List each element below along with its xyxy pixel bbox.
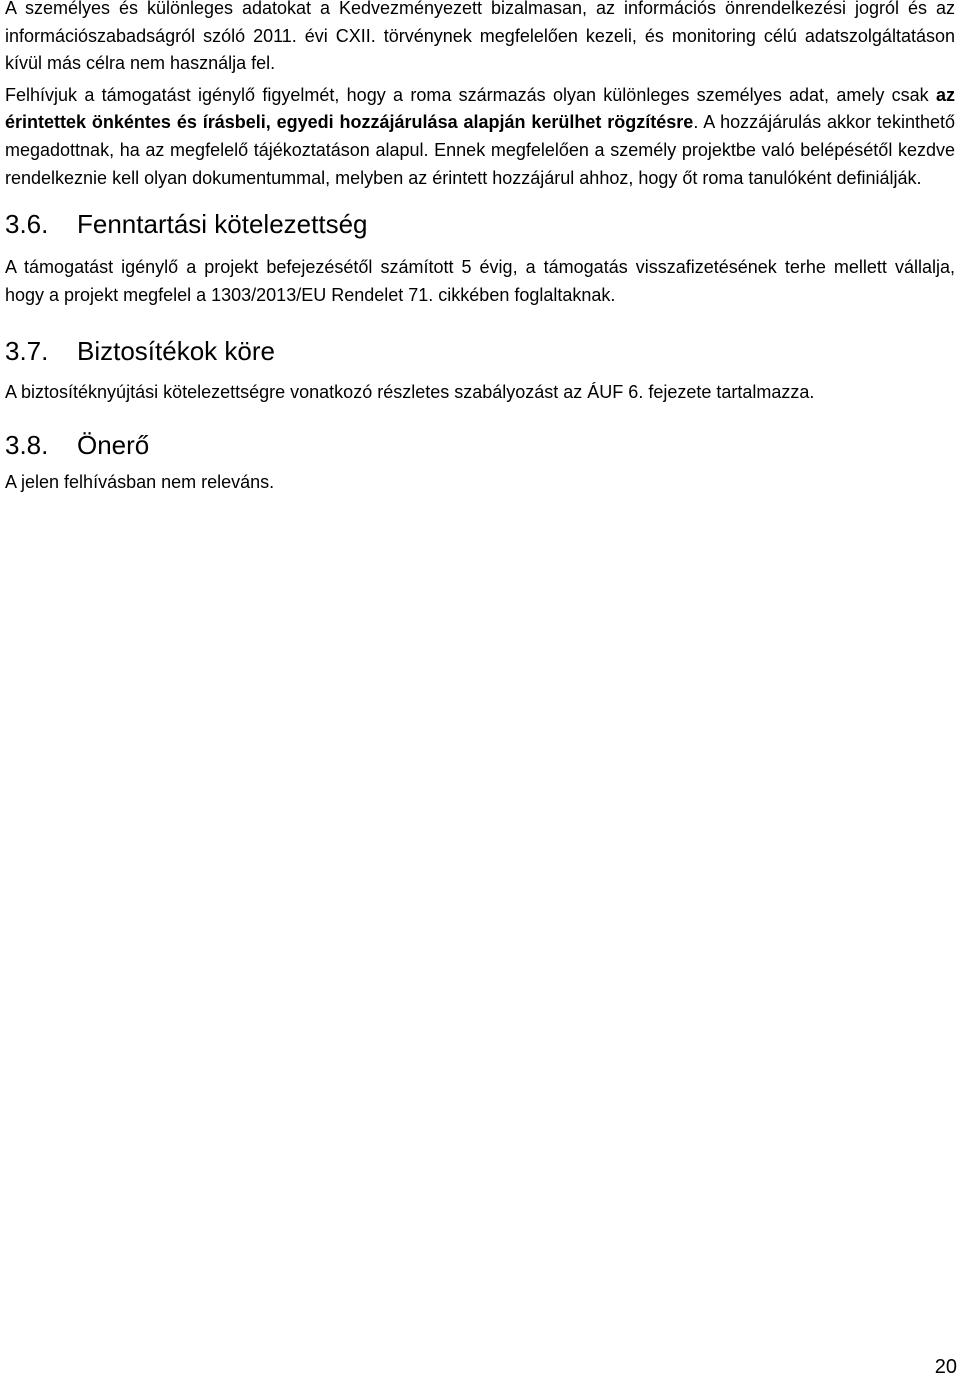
paragraph-roma-origin-start: Felhívjuk a támogatást igénylő figyelmét, hogy a roma származás olyan különleges személyes adat, amely csak: [5, 84, 936, 105]
section-number: 3.7.: [5, 336, 49, 367]
section-heading-3-8: [5, 429, 955, 461]
page-number: 20: [934, 1356, 957, 1378]
section-text-3-7: A biztosítéknyújtási kötelezettségre vonatkozó részletes szabályozást az ÁUF 6. fejezete tartalmazza.: [5, 382, 815, 403]
section-heading-3-7: [5, 335, 955, 367]
section-title: Biztosítékok köre: [77, 336, 275, 367]
document-page: [5, 0, 955, 497]
section-heading-3-6: [5, 208, 955, 240]
section-title: Fenntartási kötelezettség: [77, 209, 368, 240]
paragraph-roma-origin: [5, 82, 955, 192]
paragraph-data-handling: A személyes és különleges adatokat a Kedvezményezett bizalmasan, az információs önrendelkezési jogról és az információszabadságról szóló 2011. évi CXII. törvénynek megfelelően kezeli, és monitoring célú adatszolgáltatáson kívül más célra nem használja fel.: [5, 0, 955, 74]
section-number: 3.8.: [5, 429, 49, 460]
paragraph-roma-origin-bold: az érintettek önkéntes és írásbeli, egyedi hozzájárulása alapján kerülhet rögzítésre: [5, 84, 955, 133]
section-text-3-8: A jelen felhívásban nem releváns.: [5, 471, 275, 492]
section-number: 3.6.: [5, 209, 49, 240]
paragraph-roma-origin-end: . A hozzájárulás akkor tekinthető megadottnak, ha az megfelelő tájékoztatáson alapul. Ennek megfelelően a személy projektbe való belépésétől kezdve rendelkeznie kell olyan dokumentummal, melyben az érintett hozzájárul ahhoz, hogy őt roma tanulóként definiálják.: [5, 112, 955, 188]
section-title: Önerő: [77, 429, 150, 460]
section-text-3-6: A támogatást igénylő a projekt befejezésétől számított 5 évig, a támogatás visszafizetésének terhe mellett vállalja, hogy a projekt megfelel a 1303/2013/EU Rendelet 71. cikkében foglaltaknak.: [5, 257, 955, 305]
